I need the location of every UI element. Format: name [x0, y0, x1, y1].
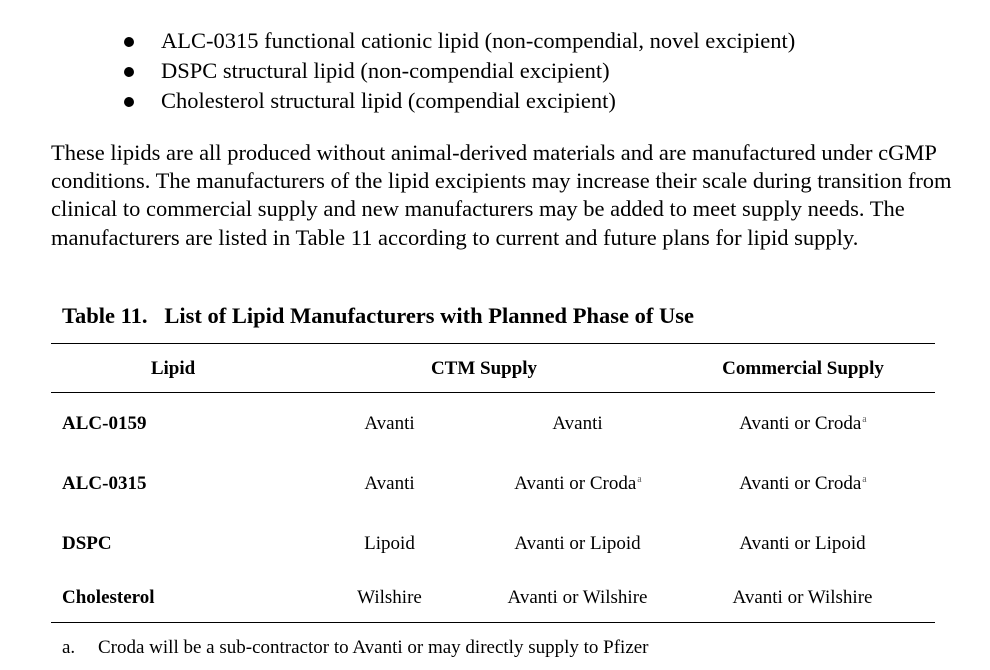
header-lipid: Lipid: [150, 358, 196, 379]
table-top-rule: [51, 343, 935, 344]
cell-commercial: Avanti or Lipoid: [739, 533, 866, 554]
cell-ctm-2: Avanti or Lipoid: [514, 533, 641, 554]
cell-ctm-1: Avanti: [364, 413, 415, 434]
row-lipid-name: ALC-0159: [62, 413, 147, 434]
table-caption: Table 11. List of Lipid Manufacturers with Planned Phase of Use: [62, 303, 694, 328]
cell-commercial: Avanti or Croda$^a$: [739, 473, 867, 494]
cell-ctm-2: Avanti or Croda$^a$: [514, 473, 642, 494]
bullet-item: [0, 86, 795, 116]
cell-commercial: Avanti or Croda$^a$: [739, 413, 867, 434]
bullet-dot-icon: [124, 67, 134, 77]
bullet-dot-icon: [124, 97, 134, 107]
table-bottom-rule: [51, 622, 935, 623]
cell-commercial: Avanti or Wilshire: [732, 587, 873, 608]
bullet-text: DSPC structural lipid (non-compendial excipient): [161, 58, 610, 83]
footnote-marker: a: [862, 474, 867, 485]
footnote-label: a.: [62, 637, 76, 658]
cell-ctm-2: Avanti or Wilshire: [507, 587, 648, 608]
row-lipid-name: DSPC: [62, 533, 112, 554]
header-ctm-supply: CTM Supply: [430, 358, 538, 379]
table-header-rule: [51, 392, 935, 393]
bullet-dot-icon: [124, 37, 134, 47]
cell-ctm-1: Avanti: [364, 473, 415, 494]
footnote-text: Croda will be a sub-contractor to Avanti or may directly supply to Pfizer: [98, 637, 649, 658]
bullet-text: Cholesterol structural lipid (compendial excipient): [161, 88, 616, 113]
bullet-text: ALC-0315 functional cationic lipid (non-compendial, novel excipient): [161, 28, 796, 53]
footnote-marker: a: [862, 414, 867, 425]
cell-ctm-2: Avanti: [552, 413, 603, 434]
cell-ctm-1: Lipoid: [364, 533, 415, 554]
header-commercial-supply: Commercial Supply: [722, 358, 884, 379]
bullet-item: [0, 56, 795, 86]
row-lipid-name: Cholesterol: [62, 587, 155, 608]
row-lipid-name: ALC-0315: [62, 473, 147, 494]
footnote-marker: a: [637, 474, 642, 485]
cell-ctm-1: Wilshire: [357, 587, 422, 608]
body-paragraph: These lipids are all produced without animal-derived materials and are manufactured under cGMP conditions. The manufacturers of the lipid excipients may increase their scale during transition from clinical to commercial supply and new manufacturers may be added to meet supply needs. The manufacturers are listed in Table 11 according to current and future plans for lipid supply.: [51, 140, 952, 250]
bullet-item: [0, 26, 795, 56]
bullet-list: [0, 26, 795, 116]
